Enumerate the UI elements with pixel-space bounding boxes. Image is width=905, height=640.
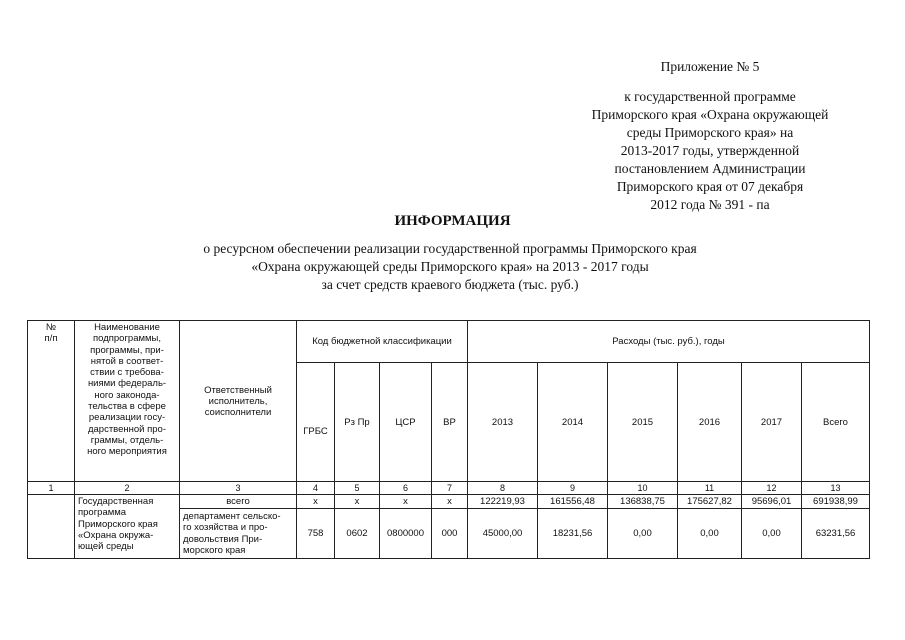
value-2014: 161556,48 bbox=[538, 495, 608, 509]
header-year-2014: 2014 bbox=[538, 363, 608, 482]
header-name: Наименование подпрограммы, программы, при- нятой в соответ- ствии с требова- ниями федераль- ного законода- тельства в сфере реализации госу- дарственной про- граммы, отдель- ного мероприятия bbox=[75, 321, 180, 482]
col-number: 10 bbox=[608, 482, 678, 495]
grbs-cell: 758 bbox=[297, 509, 335, 559]
value-total: 691938,99 bbox=[802, 495, 870, 509]
csr-cell: 0800000 bbox=[380, 509, 432, 559]
document-title: ИНФОРМАЦИЯ bbox=[394, 213, 511, 229]
value-2013: 45000,00 bbox=[468, 509, 538, 559]
value-total: 63231,56 bbox=[802, 509, 870, 559]
executor-cell: всего bbox=[180, 495, 297, 509]
value-2015: 0,00 bbox=[608, 509, 678, 559]
appendix-number: Приложение № 5 bbox=[660, 59, 760, 74]
col-number: 7 bbox=[432, 482, 468, 495]
appendix-line: постановлением Администрации bbox=[614, 161, 806, 176]
executor-cell: департамент сельско- го хозяйства и про- довольствия При- морского края bbox=[180, 509, 297, 559]
appendix-line: Приморского края от 07 декабря bbox=[616, 179, 804, 194]
program-name: Государственная программа Приморского края «Охрана окружа- ющей среды bbox=[75, 495, 180, 559]
rzpr-cell: x bbox=[335, 495, 380, 509]
value-2016: 0,00 bbox=[678, 509, 742, 559]
appendix-line: среды Приморского края» на bbox=[626, 125, 794, 140]
appendix-line: 2013-2017 годы, утвержденной bbox=[620, 143, 800, 158]
table-row bbox=[28, 495, 870, 509]
header-year-2015: 2015 bbox=[608, 363, 678, 482]
header-budget-code: Код бюджетной классификации bbox=[297, 321, 468, 363]
col-number: 2 bbox=[75, 482, 180, 495]
subtitle-line: «Охрана окружающей среды Приморского края» на 2013 - 2017 годы bbox=[251, 259, 649, 274]
header-vr: ВР bbox=[432, 363, 468, 482]
col-number: 13 bbox=[802, 482, 870, 495]
value-2015: 136838,75 bbox=[608, 495, 678, 509]
col-number: 11 bbox=[678, 482, 742, 495]
value-2017: 0,00 bbox=[742, 509, 802, 559]
col-number: 3 bbox=[180, 482, 297, 495]
header-expenses: Расходы (тыс. руб.), годы bbox=[468, 321, 870, 363]
csr-cell: x bbox=[380, 495, 432, 509]
header-rzpr: Рз Пр bbox=[335, 363, 380, 482]
appendix-line: Приморского края «Охрана окружающей bbox=[591, 107, 829, 122]
col-number: 9 bbox=[538, 482, 608, 495]
rzpr-cell: 0602 bbox=[335, 509, 380, 559]
header-executor: Ответственный исполнитель, соисполнители bbox=[180, 321, 297, 482]
value-2014: 18231,56 bbox=[538, 509, 608, 559]
header-grbs: ГРБС bbox=[297, 363, 335, 482]
subtitle-line: за счет средств краевого бюджета (тыс. руб.) bbox=[321, 277, 579, 292]
col-number: 6 bbox=[380, 482, 432, 495]
appendix-line: к государственной программе bbox=[624, 89, 796, 104]
header-csr: ЦСР bbox=[380, 363, 432, 482]
vr-cell: 000 bbox=[432, 509, 468, 559]
appendix-block bbox=[560, 58, 860, 214]
col-number: 1 bbox=[28, 482, 75, 495]
header-year-2013: 2013 bbox=[468, 363, 538, 482]
col-number: 4 bbox=[297, 482, 335, 495]
grbs-cell: x bbox=[297, 495, 335, 509]
value-2016: 175627,82 bbox=[678, 495, 742, 509]
col-number: 12 bbox=[742, 482, 802, 495]
header-total: Всего bbox=[802, 363, 870, 482]
col-number: 5 bbox=[335, 482, 380, 495]
row-num-cell bbox=[28, 495, 75, 559]
subtitle-line: о ресурсном обеспечении реализации государственной программы Приморского края bbox=[203, 241, 697, 256]
header-year-2016: 2016 bbox=[678, 363, 742, 482]
vr-cell: x bbox=[432, 495, 468, 509]
column-number-row bbox=[28, 482, 870, 495]
header-year-2017: 2017 bbox=[742, 363, 802, 482]
resource-table bbox=[27, 320, 870, 559]
value-2017: 95696,01 bbox=[742, 495, 802, 509]
header-num: № п/п bbox=[28, 321, 75, 482]
appendix-line: 2012 года № 391 - па bbox=[650, 197, 770, 212]
value-2013: 122219,93 bbox=[468, 495, 538, 509]
col-number: 8 bbox=[468, 482, 538, 495]
document-subtitle bbox=[130, 240, 770, 294]
